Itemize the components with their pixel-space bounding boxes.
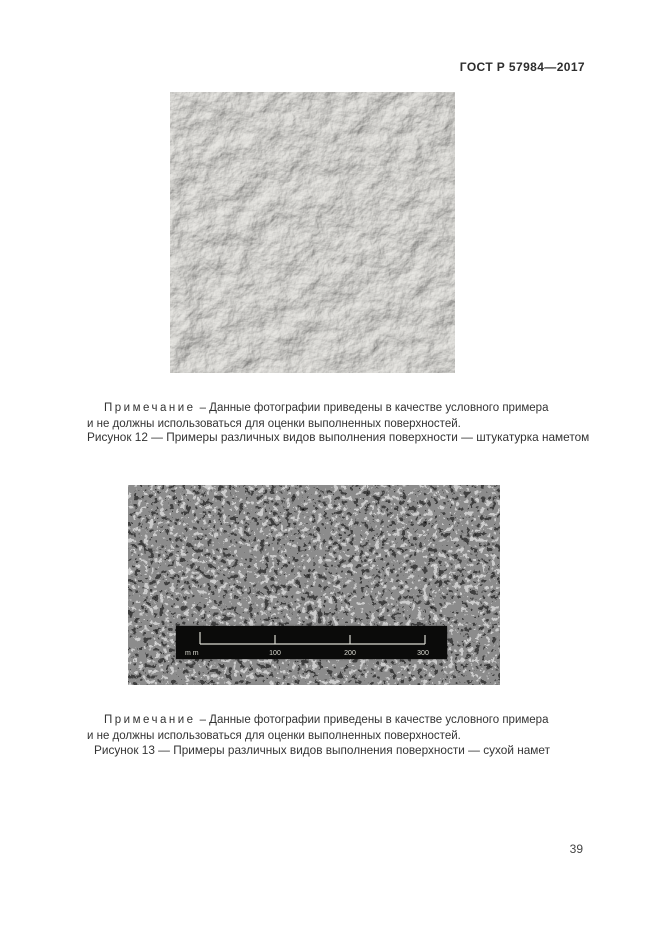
scale-label-100: 100 [269, 650, 281, 657]
scale-unit-label: m m [185, 650, 199, 657]
scale-label-300: 300 [417, 650, 429, 657]
note-text: – Данные фотографии приведены в качестве условного примера и не должны использоваться для оценки выполненных поверхностей. [87, 713, 549, 742]
figure12-caption: Рисунок 12 — Примеры различных видов выполнения поверхности — штукатурка наметом [87, 430, 590, 444]
document-code-header: ГОСТ Р 57984—2017 [459, 60, 585, 74]
scale-bar-markings [176, 626, 447, 659]
figure13-caption: Рисунок 13 — Примеры различных видов выполнения поверхности — сухой намет [94, 743, 550, 757]
figure12-photo [170, 92, 455, 373]
figure13-note [87, 712, 557, 744]
note-label: Примечание [104, 401, 196, 414]
scale-label-200: 200 [344, 650, 356, 657]
note-label: Примечание [104, 713, 196, 726]
figure12-note [87, 400, 557, 432]
stucco-texture-image [170, 92, 455, 373]
scale-bar [176, 626, 447, 659]
figure13-photo [128, 485, 500, 685]
page-number: 39 [569, 842, 583, 856]
note-text: – Данные фотографии приведены в качестве условного примера и не должны использоваться для оценки выполненных поверхностей. [87, 401, 549, 430]
